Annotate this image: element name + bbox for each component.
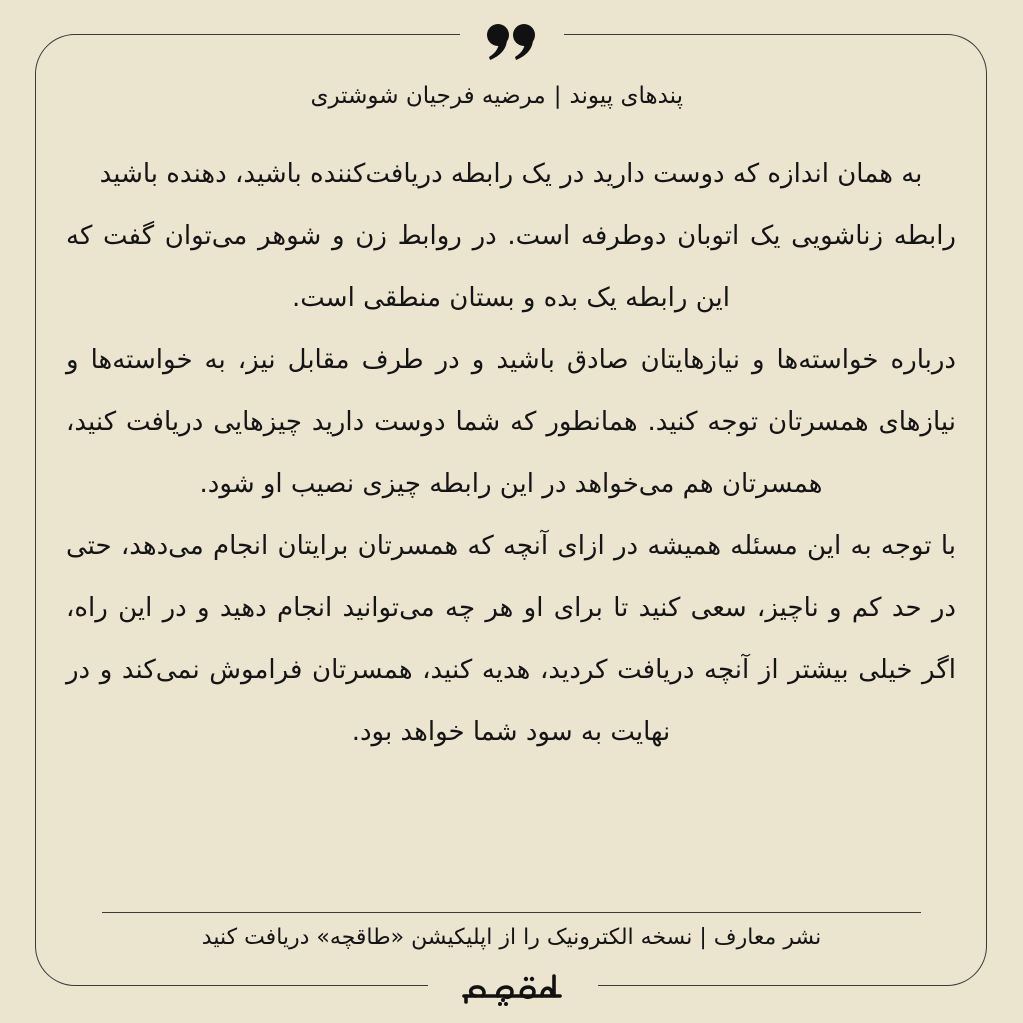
quote-paragraph: رابطه زناشویی یک اتوبان دوطرفه است. در روابط زن و شوهر می‌توان گفت که این رابطه یک بده و بستان منطقی است. xyxy=(66,221,956,313)
quote-paragraph: درباره خواسته‌ها و نیازهایتان صادق باشید و در طرف مقابل نیز، به خواسته‌ها و نیازهای همسرتان توجه کنید. همانطور که شما دوست دارید چیزهایی دریافت کنید، همسرتان هم می‌خواهد در این رابطه چیزی نصیب او شود. xyxy=(66,345,956,499)
footer-divider xyxy=(102,912,921,913)
quote-paragraph: با توجه به این مسئله همیشه در ازای آنچه که همسرتان برایتان انجام می‌دهد، حتی در حد کم و ناچیز، سعی کنید تا برای او هر چه می‌توانید انجام دهید و در این راه، اگر خیلی بیشتر از آنچه دریافت کردید، هدیه کنید، همسرتان فراموش نمی‌کند و در نهایت به سود شما خواهد بود. xyxy=(66,531,956,747)
quote-body xyxy=(66,143,956,763)
publisher-footer: نشر معارف | نسخه الکترونیک را از اپلیکیشن «طاقچه» دریافت کنید xyxy=(201,925,822,950)
book-source-line xyxy=(310,74,683,118)
book-title: پندهای پیوند xyxy=(569,83,683,109)
quote-icon xyxy=(486,22,538,62)
taaghche-logo xyxy=(456,968,568,1008)
book-author: مرضیه فرجیان شوشتری xyxy=(310,83,546,109)
source-separator: | xyxy=(553,83,562,109)
quote-paragraph: به همان اندازه که دوست دارید در یک رابطه دریافت‌کننده باشید، دهنده باشید xyxy=(99,159,923,189)
